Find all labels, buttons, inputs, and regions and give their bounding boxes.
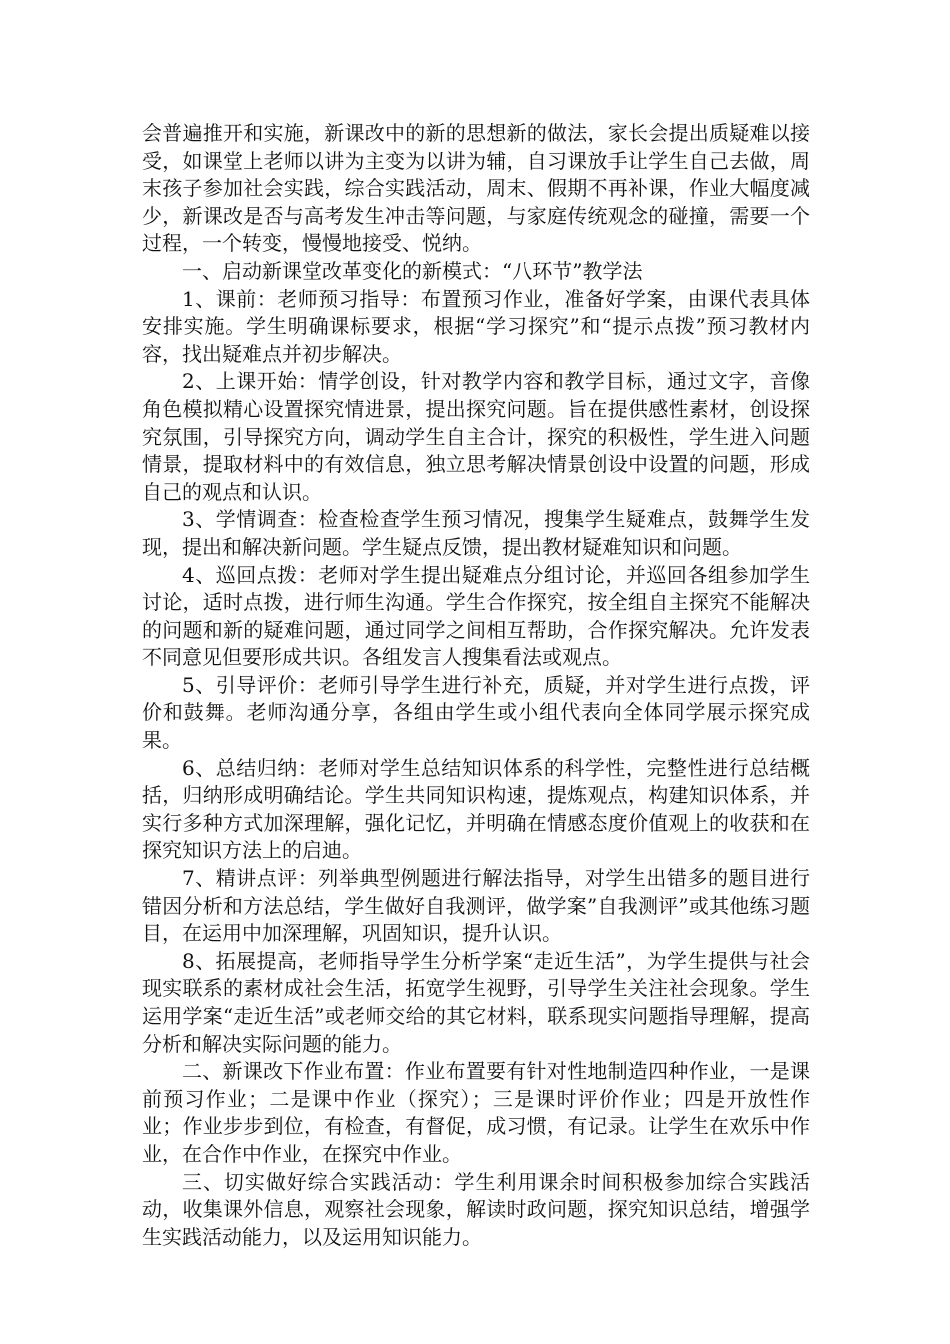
paragraph-continuation: 会普遍推开和实施，新课改中的新的思想新的做法，家长会提出质疑难以接受，如课堂上老师以讲为主变为以讲为辅，自习课放手让学生自己去做，周末孩子参加社会实践，综合实践活动，周末、假期不再补课，作业大幅度减少，新课改是否与高考发生冲击等问题，与家庭传统观念的碰撞，需要一个过程，一个转变，慢慢地接受、悦纳。	[142, 121, 810, 256]
paragraph-step-3: 3、学情调查：检查检查学生预习情况，搜集学生疑难点，鼓舞学生发现，提出和解决新问题。学生疑点反馈，提出教材疑难知识和问题。	[142, 507, 810, 559]
paragraph-step-6: 6、总结归纳：老师对学生总结知识体系的科学性，完整性进行总结概括，归纳形成明确结论。学生共同知识构速，提炼观点，构建知识体系，并实行多种方式加深理解，强化记忆，并明确在情感态度价值观上的收获和在探究知识方法上的启迪。	[142, 755, 810, 863]
section-heading-3: 三、切实做好综合实践活动：学生利用课余时间积极参加综合实践活动，收集课外信息，观察社会现象，解读时政问题，探究知识总结，增强学生实践活动能力，以及运用知识能力。	[142, 1169, 810, 1249]
paragraph-step-1: 1、课前：老师预习指导：布置预习作业，准备好学案，由课代表具体安排实施。学生明确课标要求，根据“学习探究”和“提示点拨”预习教材内容，找出疑难点并初步解决。	[142, 286, 810, 366]
paragraph-step-5: 5、引导评价：老师引导学生进行补充，质疑，并对学生进行点拨，评价和鼓舞。老师沟通分享，各组由学生或小组代表向全体同学展示探究成果。	[142, 672, 810, 753]
section-heading-2: 二、新课改下作业布置：作业布置要有针对性地制造四种作业，一是课前预习作业；二是课中作业（探究）；三是课时评价作业；四是开放性作业；作业步步到位，有检查，有督促，成习惯，有记录。让学生在欢乐中作业，在合作中作业，在探究中作业。	[142, 1059, 810, 1166]
document-body	[142, 120, 810, 1251]
paragraph-step-2: 2、上课开始：情学创设，针对教学内容和教学目标，通过文字，音像角色模拟精心设置探究情进景，提出探究问题。旨在提供感性素材，创设探究氛围，引导探究方向，调动学生自主合计，探究的积极性，学生进入问题情景，提取材料中的有效信息，独立思考解决情景创设中设置的问题，形成自己的观点和认识。	[142, 369, 810, 504]
section-heading-1: 一、启动新课堂改革变化的新模式：“八环节”教学法	[182, 258, 643, 283]
paragraph-step-4: 4、巡回点拨：老师对学生提出疑难点分组讨论，并巡回各组参加学生讨论，适时点拨，进行师生沟通。学生合作探究，按全组自主探究不能解决的问题和新的疑难问题，通过同学之间相互帮助，合作探究解决。允许发表不同意见但要形成共识。各组发言人搜集看法或观点。	[142, 562, 810, 670]
paragraph-step-7: 7、精讲点评：列举典型例题进行解法指导，对学生出错多的题目进行错因分析和方法总结，学生做好自我测评，做学案”自我测评”或其他练习题目，在运用中加深理解，巩固知识，提升认识。	[142, 866, 810, 946]
paragraph-step-8: 8、拓展提高，老师指导学生分析学案“走近生活”，为学生提供与社会现实联系的素材成社会生活，拓宽学生视野，引导学生关注社会现象。学生运用学案“走近生活”或老师交给的其它材料，联系现实问题指导理解，提高分析和解决实际问题的能力。	[142, 948, 810, 1056]
